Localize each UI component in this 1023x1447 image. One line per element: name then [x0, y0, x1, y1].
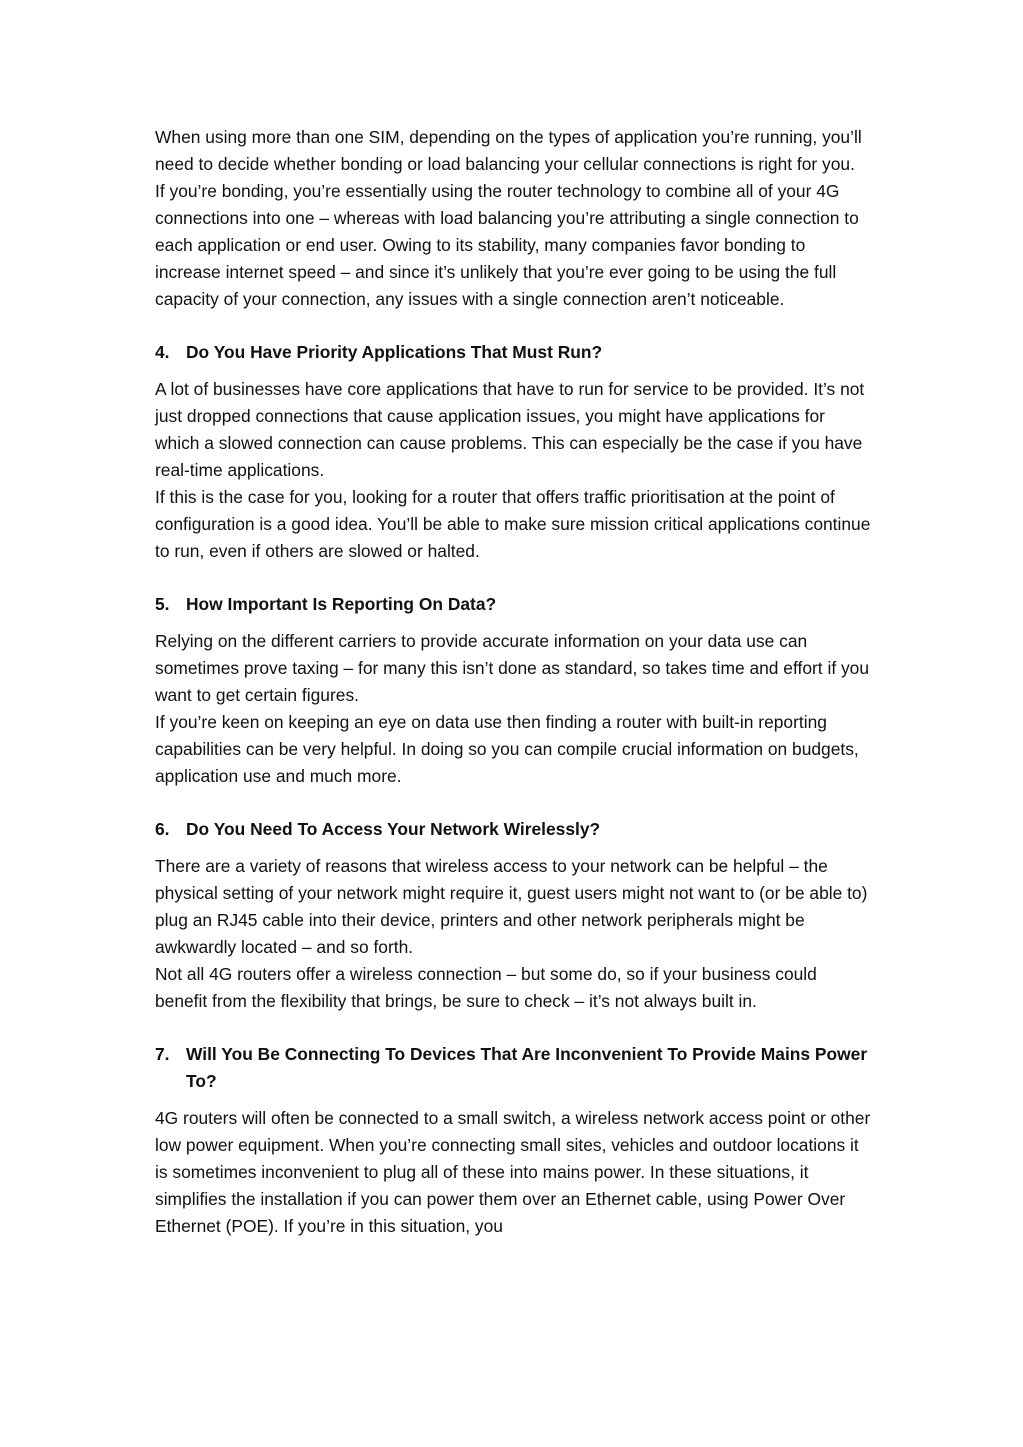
document-page	[155, 124, 871, 1240]
section-number-6: 6.	[155, 819, 170, 839]
section-heading-7	[155, 1041, 871, 1095]
section-heading-6	[155, 816, 871, 843]
section-4-paragraph-2: If this is the case for you, looking for a router that offers traffic prioritisation at the point of configuration is a good idea. You’ll be able to make sure mission critical applications continue to run, even if others are slowed or halted.	[155, 487, 871, 561]
intro-paragraph-1: When using more than one SIM, depending on the types of application you’re running, you’ll need to decide whether bonding or load balancing your cellular connections is right for you.	[155, 127, 862, 174]
section-number-4: 4.	[155, 342, 170, 362]
section-4-paragraph-1: A lot of businesses have core applications that have to run for service to be provided. It’s not just dropped connections that cause application issues, you might have applications for which a slowed connection can cause problems. This can especially be the case if you have real-time applications.	[155, 379, 865, 480]
section-5-paragraph-1: Relying on the different carriers to provide accurate information on your data use can sometimes prove taxing – for many this isn’t done as standard, so takes time and effort if you want to get certain figures.	[155, 631, 870, 705]
section-6-paragraph-1: There are a variety of reasons that wireless access to your network can be helpful – the physical setting of your network might require it, guest users might not want to (or be able to) plug an RJ45 cable into their device, printers and other network peripherals might be awkwardly located – and so forth.	[155, 856, 868, 957]
section-title-5: How Important Is Reporting On Data?	[186, 594, 497, 614]
section-number-7: 7.	[155, 1044, 170, 1064]
intro-paragraph-2: If you’re bonding, you’re essentially using the router technology to combine all of your 4G connections into one – whereas with load balancing you’re attributing a single connection to each application or end user. Owing to its stability, many companies favor bonding to increase internet speed – and since it’s unlikely that you’re ever going to be using the full capacity of your connection, any issues with a single connection aren’t noticeable.	[155, 181, 859, 309]
section-5-paragraph-2: If you’re keen on keeping an eye on data use then finding a router with built-in reporting capabilities can be very helpful. In doing so you can compile crucial information on budgets, application use and much more.	[155, 712, 859, 786]
section-title-7: Will You Be Connecting To Devices That Are Inconvenient To Provide Mains Power To?	[186, 1044, 868, 1091]
section-heading-4	[155, 339, 871, 366]
section-heading-5	[155, 591, 871, 618]
section-7-paragraph-1: 4G routers will often be connected to a small switch, a wireless network access point or other low power equipment. When you’re connecting small sites, vehicles and outdoor locations it is sometimes inconvenient to plug all of these into mains power. In these situations, it simplifies the installation if you can power them over an Ethernet cable, using Power Over Ethernet (POE). If you’re in this situation, you	[155, 1108, 871, 1236]
section-number-5: 5.	[155, 594, 170, 614]
section-title-4: Do You Have Priority Applications That Must Run?	[186, 342, 603, 362]
section-6-paragraph-2: Not all 4G routers offer a wireless connection – but some do, so if your business could benefit from the flexibility that brings, be sure to check – it’s not always built in.	[155, 964, 817, 1011]
section-title-6: Do You Need To Access Your Network Wirelessly?	[186, 819, 601, 839]
